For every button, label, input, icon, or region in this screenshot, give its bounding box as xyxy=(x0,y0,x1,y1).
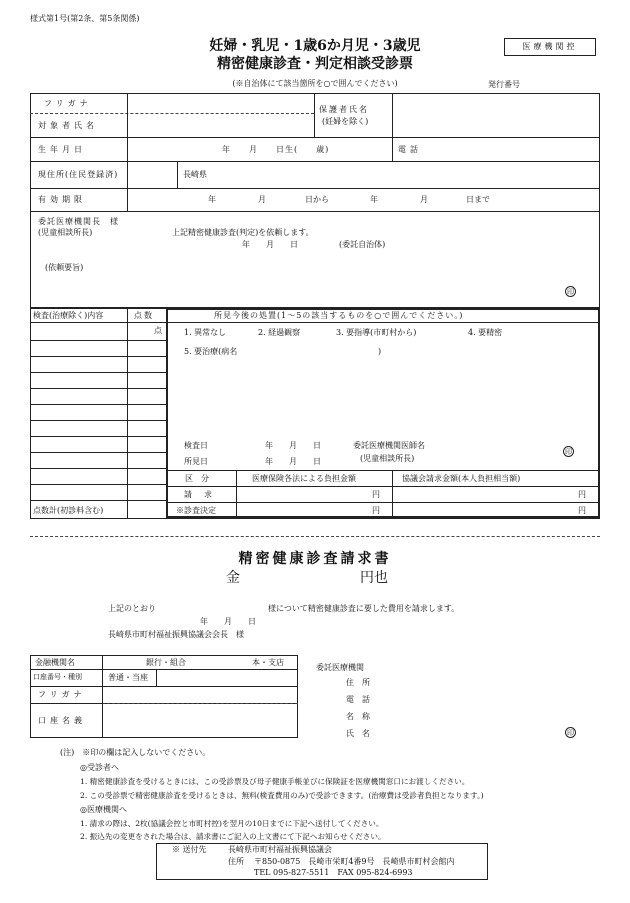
invoice-amount-suffix: 円也 xyxy=(360,570,388,586)
send-tel: TEL 095-827-5511 FAX 095-824-6993 xyxy=(254,868,413,877)
request-body: 上記精密健康診査(判定)を依頼します。 xyxy=(172,228,314,237)
guardian-note: (妊婦を除く) xyxy=(322,117,369,126)
form-number: 様式第1号(第2条、第5条関係) xyxy=(30,14,140,23)
validity-to-year[interactable]: 年 xyxy=(370,195,378,204)
seal-icon: 印 xyxy=(567,288,574,296)
validity-from-day[interactable]: 日から xyxy=(305,195,329,204)
note-patient-1: 1. 精密健康診査を受けるときには、この受診票及び母子健康手帳並びに保険証を医療機関窓口にお渡しください。 xyxy=(80,777,470,786)
name-label: 対象者氏名 xyxy=(38,121,98,130)
issue-number-label: 発行番号 xyxy=(488,80,520,89)
furigana-input[interactable] xyxy=(130,99,312,111)
fee-request-insurance-yen[interactable]: 円 xyxy=(372,490,380,499)
cut-line xyxy=(30,536,600,537)
seal-icon: 印 xyxy=(565,448,572,456)
fee-decision-claim-yen[interactable]: 円 xyxy=(578,506,586,515)
title-line1: 妊婦・乳児・1歳6か月児・3歳児 xyxy=(209,38,421,54)
fee-col-division: 区 分 xyxy=(185,474,209,483)
option-2[interactable]: 2. 経過観察 xyxy=(258,328,301,337)
invoice-body-prefix: 上記のとおり xyxy=(108,604,156,613)
birthdate-value[interactable]: 年 月 日生( 歳) xyxy=(222,145,330,154)
fee-decision-insurance-yen[interactable]: 円 xyxy=(372,506,380,515)
phone-label: 電話 xyxy=(398,145,422,154)
validity-to-day[interactable]: 日まで xyxy=(466,195,490,204)
point-unit: 点 xyxy=(154,326,162,335)
note-patient-2: 2. この受診票で精密健康診査を受けるときは、無料(検査費用のみ)で受診できます。(治療費は受診者負担となります。) xyxy=(80,791,484,800)
option-4[interactable]: 4. 要精密 xyxy=(468,328,503,337)
request-requester: (委託自治体) xyxy=(339,240,386,249)
institution-copy-box: 医療機関控 xyxy=(504,38,596,56)
fee-request-claim-yen[interactable]: 円 xyxy=(578,490,586,499)
guardian-name-label: 保護者氏名 xyxy=(319,105,369,114)
note-patient-head: ◎受診者へ xyxy=(80,763,119,772)
guardian-name-input[interactable] xyxy=(395,97,598,135)
invoice-amount-label: 金 xyxy=(226,570,240,586)
note-head: (注) ※印の欄は記入しないでください。 xyxy=(60,748,211,757)
facility-person: 氏 名 xyxy=(346,729,370,738)
invoice-body-suffix: 様について精密健康診査に要した費用を請求します。 xyxy=(268,604,460,613)
facility-name: 名 称 xyxy=(346,712,370,721)
fee-row-request: 請 求 xyxy=(184,490,214,499)
option-5[interactable]: 5. 要治療(病名 xyxy=(184,347,238,356)
validity-from-year[interactable]: 年 xyxy=(208,195,216,204)
furigana-label: フリガナ xyxy=(44,99,92,108)
validity-to-month[interactable]: 月 xyxy=(420,195,428,204)
birthdate-label: 生年月日 xyxy=(38,145,86,154)
note-clinic-head: ◎医療機関へ xyxy=(80,805,127,814)
fee-row-decision: ※診査決定 xyxy=(176,506,216,515)
seal-icon: 印 xyxy=(567,729,574,737)
doctor-sub: (児童相談所長) xyxy=(360,454,415,463)
option-1[interactable]: 1. 異常なし xyxy=(184,328,227,337)
send-address: 〒850-0875 長崎市栄町4番9号 長崎県市町村会館内 xyxy=(254,857,455,866)
bank-name-label: 金融機関名 xyxy=(35,658,75,667)
doctor-label: 委託医療機関医師名 xyxy=(353,441,425,450)
total-points-label: 点数計(初診料含む) xyxy=(33,506,104,515)
col-findings: 所見今後の処置(1〜5の該当するものを○で囲んでください。) xyxy=(214,311,464,320)
invoice-date[interactable]: 年 月 日 xyxy=(200,617,256,626)
branch-type[interactable]: 本・支店 xyxy=(252,658,284,667)
request-purpose: (依頼要旨) xyxy=(45,263,84,272)
account-type[interactable]: 普通・当座 xyxy=(108,673,148,682)
name-input[interactable] xyxy=(130,116,312,134)
finding-date-label: 所見日 xyxy=(184,457,208,466)
fee-col-claim: 協議会請求金額(本人負担相当額) xyxy=(402,474,521,483)
request-to-sub: (児童相談所長) xyxy=(38,228,93,237)
holder-label: 口座名義 xyxy=(38,716,86,725)
account-type-label: 口座番号・種別 xyxy=(33,673,82,681)
validity-label: 有効期限 xyxy=(38,195,86,204)
validity-from-month[interactable]: 月 xyxy=(258,195,266,204)
option-3[interactable]: 3. 要指導(市町村から) xyxy=(336,328,417,337)
col-exam-content: 検査(治療除く)内容 xyxy=(33,311,104,320)
send-address-label: 住所 xyxy=(228,857,244,866)
finding-date-value[interactable]: 年 月 日 xyxy=(265,457,321,466)
invoice-addressee: 長崎県市町村福祉振興協議会会長 様 xyxy=(108,630,244,639)
fee-col-insurance: 医療保険各法による負担金額 xyxy=(252,474,356,483)
col-points: 点数 xyxy=(134,311,154,320)
request-date[interactable]: 年 月 日 xyxy=(242,240,298,249)
address-value[interactable]: 長崎県 xyxy=(183,170,207,179)
send-org: 長崎県市町村福祉振興協議会 xyxy=(228,845,332,854)
note-clinic-2: 2. 振込先の変更をされた場合は、請求書にご記入の上文書にて下記へお知らせください。 xyxy=(80,832,386,841)
instruction: (※自治体にて該当箇所を○で囲んでください) xyxy=(232,79,398,88)
send-label: ※ 送付先 xyxy=(172,845,207,854)
note-clinic-1: 1. 請求の際は、2枚(協議会控と市町村控)を翌月の10日までに下記へ送付してください。 xyxy=(80,819,384,828)
title-line2: 精密健康診査・判定相談受診票 xyxy=(217,56,413,72)
exam-date-label: 検査日 xyxy=(184,441,208,450)
holder-furigana-label: フリガナ xyxy=(38,690,86,699)
option-5-close: ) xyxy=(378,347,382,356)
address-label: 現住所(住民登録済) xyxy=(38,170,119,179)
facility-title: 委託医療機関 xyxy=(316,663,364,672)
invoice-title: 精密健康診査請求書 xyxy=(238,551,392,567)
facility-phone: 電 話 xyxy=(346,695,370,704)
facility-address: 住 所 xyxy=(346,678,370,687)
request-to: 委託医療機関長 様 xyxy=(38,217,119,226)
bank-type[interactable]: 銀行・組合 xyxy=(146,658,186,667)
exam-date-value[interactable]: 年 月 日 xyxy=(265,441,321,450)
